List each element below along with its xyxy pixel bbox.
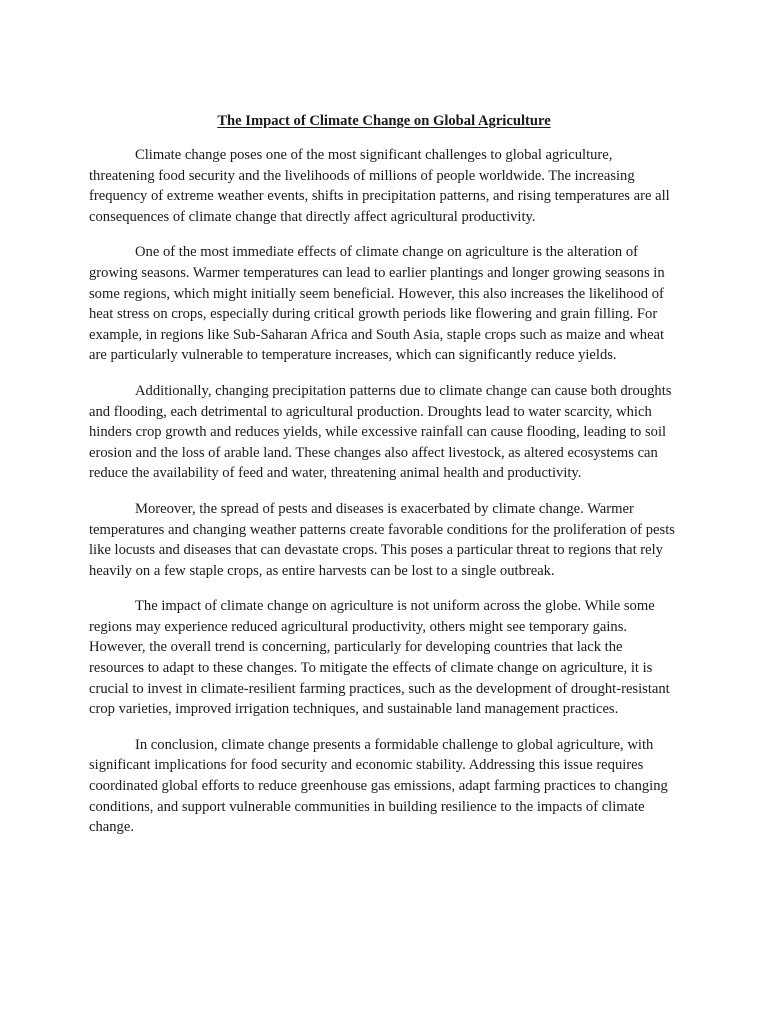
paragraph-6: In conclusion, climate change presents a formidable challenge to global agriculture, with significant implications for food security and economic stability. Addressing this issue requires coordinated global efforts to reduce greenhouse gas emissions, adapt farming practices to changing conditions, and support vulnerable communities in building resilience to the impacts of climate change. xyxy=(89,736,668,836)
paragraph-4: Moreover, the spread of pests and diseases is exacerbated by climate change. Warmer temperatures and changing weather patterns create favorable conditions for the proliferation of pests like locusts and diseases that can devastate crops. This poses a particular threat to regions that rely heavily on a few staple crops, as entire harvests can be lost to a single outbreak. xyxy=(89,500,675,579)
paragraph-5: The impact of climate change on agriculture is not uniform across the globe. While some regions may experience reduced agricultural productivity, others might see temporary gains. However, the overall trend is concerning, particularly for developing countries that lack the resources to adapt to these changes. To mitigate the effects of climate change on agriculture, it is crucial to invest in climate-resilient farming practices, such as the development of drought-resistant crop varieties, improved irrigation techniques, and sustainable land management practices. xyxy=(89,598,670,718)
paragraph-2: One of the most immediate effects of climate change on agriculture is the alteration of growing seasons. Warmer temperatures can lead to earlier plantings and longer growing seasons in some regions, which might initially seem beneficial. However, this also increases the likelihood of heat stress on crops, especially during critical growth periods like flowering and grain filling. For example, in regions like Sub-Saharan Africa and South Asia, staple crops such as maize and wheat are particularly vulnerable to temperature increases, which can significantly reduce yields. xyxy=(89,244,665,364)
document-title: The Impact of Climate Change on Global Agriculture xyxy=(217,113,551,129)
document-page xyxy=(89,112,679,853)
paragraph-1: Climate change poses one of the most significant challenges to global agriculture, threatening food security and the livelihoods of millions of people worldwide. The increasing frequency of extreme weather events, shifts in precipitation patterns, and rising temperatures are all consequences of climate change that directly affect agricultural productivity. xyxy=(89,147,670,225)
paragraph-3: Additionally, changing precipitation patterns due to climate change can cause both droughts and flooding, each detrimental to agricultural production. Droughts lead to water scarcity, which hinders crop growth and reduces yields, while excessive rainfall can cause flooding, leading to soil erosion and the loss of arable land. These changes also affect livestock, as altered ecosystems can reduce the availability of feed and water, threatening animal health and productivity. xyxy=(89,382,672,482)
